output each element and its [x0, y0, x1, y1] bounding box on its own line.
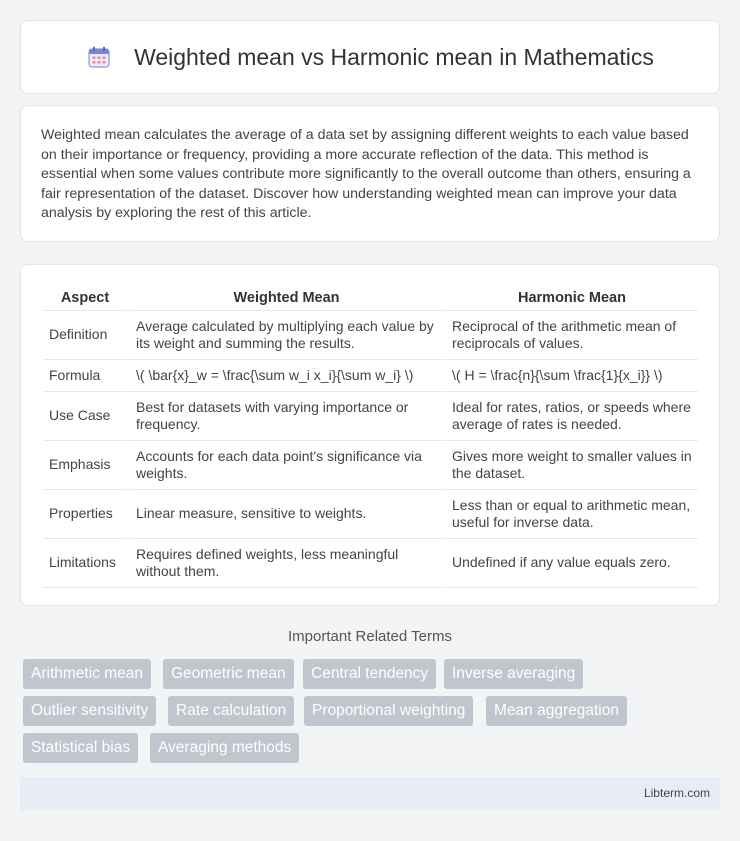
table-row: [43, 490, 698, 539]
related-terms-title: Important Related Terms: [288, 628, 452, 645]
table-row: [43, 539, 698, 588]
intro-text: Weighted mean calculates the average of a data set by assigning different weights to each value based on their importance or frequency, providing a more accurate reflection of the data. This method is essential when some values contribute more significantly to the overall outcome than others, ensuring a fair representation of the dataset. Discover how understanding weighted mean can improve your data analysis by exploring the rest of this article.: [41, 127, 691, 222]
table-row: [43, 441, 698, 490]
row-aspect: Emphasis: [43, 441, 127, 490]
row-harmonic: Ideal for rates, ratios, or speeds where average of rates is needed.: [443, 392, 698, 441]
title-card: [20, 20, 720, 94]
row-weighted: \( \bar{x}_w = \frac{\sum w_i x_i}{\sum w_i} \): [127, 360, 443, 392]
row-harmonic: Undefined if any value equals zero.: [443, 539, 698, 588]
term-tag[interactable]: Outlier sensitivity: [23, 696, 156, 726]
term-tag[interactable]: Rate calculation: [168, 696, 294, 726]
row-weighted: Linear measure, sensitive to weights.: [127, 490, 443, 539]
term-tag[interactable]: Central tendency: [303, 659, 436, 689]
row-aspect: Properties: [43, 490, 127, 539]
footer-site-link[interactable]: Libterm.com: [643, 786, 710, 800]
term-tag[interactable]: Statistical bias: [23, 733, 138, 763]
row-weighted: Requires defined weights, less meaningful without them.: [127, 539, 443, 588]
row-aspect: Definition: [43, 311, 127, 360]
footer: [20, 777, 720, 810]
term-tag[interactable]: Mean aggregation: [486, 696, 627, 726]
term-tag[interactable]: Geometric mean: [163, 659, 294, 689]
row-aspect: Use Case: [43, 392, 127, 441]
calendar-icon: [86, 44, 112, 70]
header-harmonic-mean: Harmonic Mean: [443, 285, 698, 311]
page-title: Weighted mean vs Harmonic mean in Mathematics: [134, 43, 654, 70]
row-harmonic: \( H = \frac{n}{\sum \frac{1}{x_i}} \): [443, 360, 698, 392]
table-row: [43, 311, 698, 360]
header-weighted-mean: Weighted Mean: [127, 285, 443, 311]
row-harmonic: Less than or equal to arithmetic mean, useful for inverse data.: [443, 490, 698, 539]
row-harmonic: Reciprocal of the arithmetic mean of reciprocals of values.: [443, 311, 698, 360]
header-aspect: Aspect: [43, 285, 127, 311]
row-weighted: Best for datasets with varying importance or frequency.: [127, 392, 443, 441]
row-harmonic: Gives more weight to smaller values in the dataset.: [443, 441, 698, 490]
table-row: [43, 392, 698, 441]
term-tag[interactable]: Inverse averaging: [444, 659, 583, 689]
row-aspect: Formula: [43, 360, 127, 392]
comparison-table: [43, 285, 698, 588]
term-tag[interactable]: Arithmetic mean: [23, 659, 151, 689]
row-aspect: Limitations: [43, 539, 127, 588]
term-tag[interactable]: Proportional weighting: [304, 696, 473, 726]
term-tag[interactable]: Averaging methods: [150, 733, 299, 763]
intro-card: [20, 105, 720, 242]
row-weighted: Average calculated by multiplying each value by its weight and summing the results.: [127, 311, 443, 360]
row-weighted: Accounts for each data point's significance via weights.: [127, 441, 443, 490]
comparison-card: [20, 264, 720, 606]
table-row: [43, 360, 698, 392]
table-header-row: [43, 285, 698, 311]
